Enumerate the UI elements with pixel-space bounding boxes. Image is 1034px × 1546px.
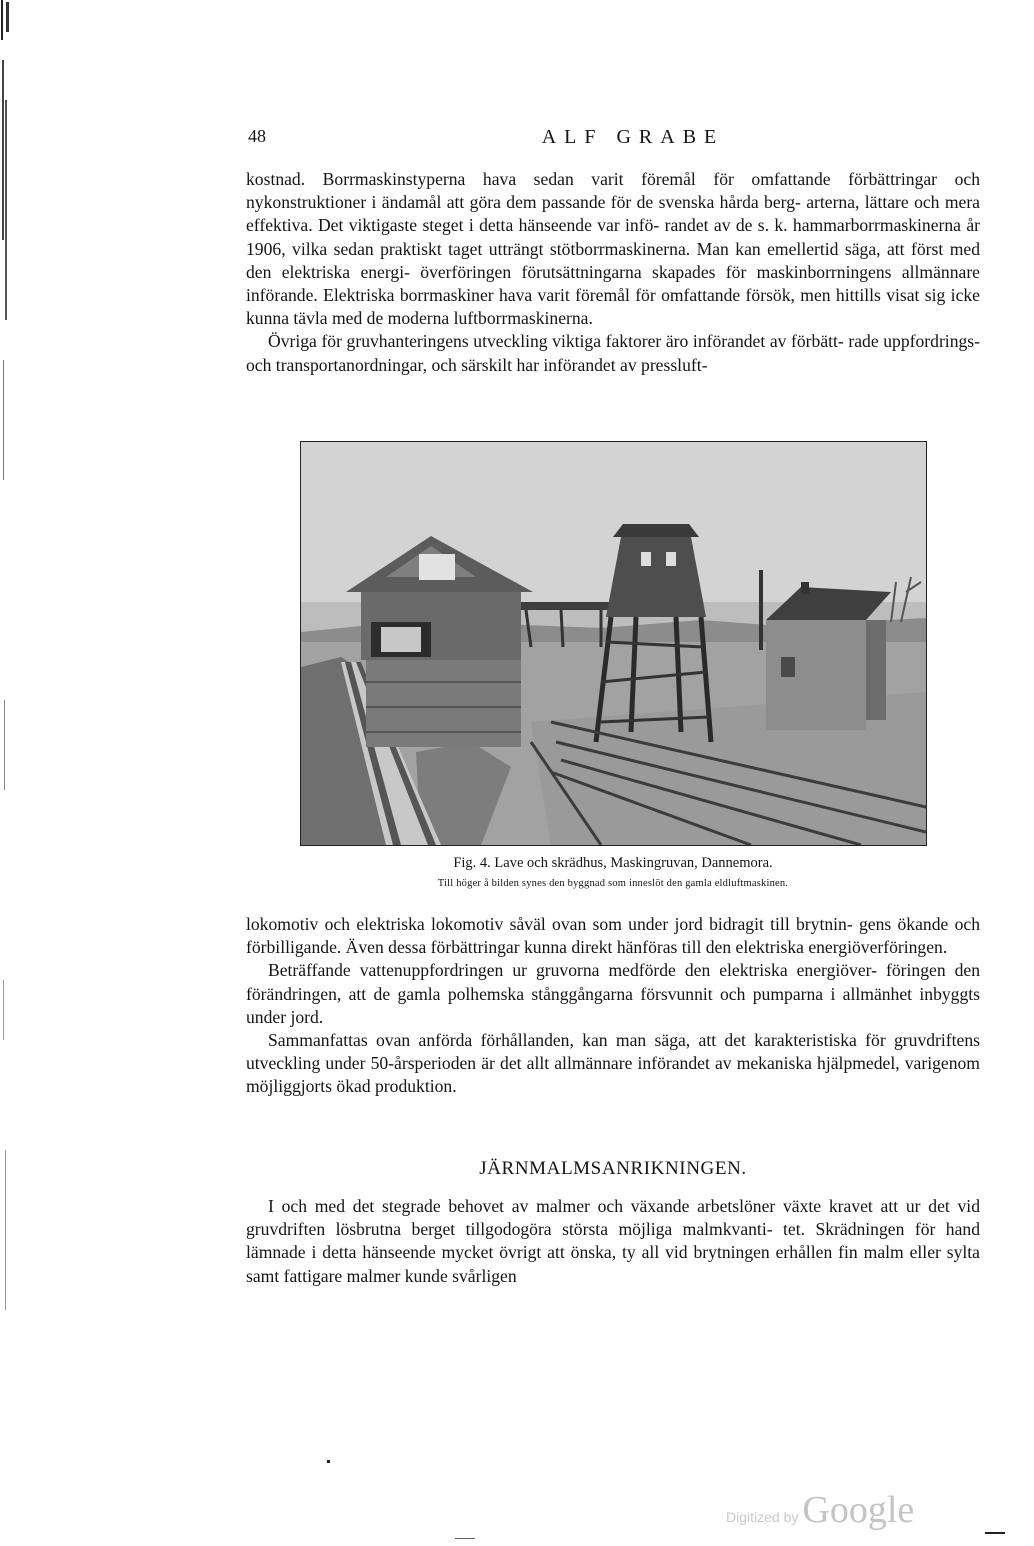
paragraph: Övriga för gruvhanteringens utveckling viktiga faktorer äro införandet av förbätt- rade uppfordrings- och transportanordningar, och särskilt har införandet av pressluft- <box>246 331 980 375</box>
paragraph: I och med det stegrade behovet av malmer och växande arbetslöner växte kravet att ur det vid gruvdriften lösbrutna berget tillgodogöra största möjliga malmkvanti- tet. Skrädningen för hand lämnade i detta hänseende mycket övrigt att önska, ty all vid brytningen erhållen fin malm eller sylta samt fattigare malmer kunde svårligen <box>246 1196 980 1286</box>
watermark-prefix: Digitized by <box>726 1509 799 1525</box>
scan-line <box>455 1538 475 1539</box>
page-number: 48 <box>248 126 266 146</box>
google-logo: Google <box>802 1489 915 1531</box>
paragraph: lokomotiv och elektriska lokomotiv såväl ovan som under jord bidragit till brytnin- gens ökande och förbilligande. Även dessa förbättringar kunna direkt hänföras till den elektriska energiöverföringen. <box>246 914 980 958</box>
digitized-watermark <box>726 1488 914 1532</box>
body-text-top <box>246 168 980 377</box>
photograph-mine-headframe <box>300 441 927 846</box>
paragraph: Beträffande vattenuppfordringen ur gruvorna medförde den elektriska energiöver- föringen den förändringen, att de gamla polhemska stånggångarna försvunnit och pumparna i allmänhet inbyggts under jord. <box>246 960 980 1027</box>
paragraph: Sammanfattas ovan anförda förhållanden, kan man säga, att det karakteristiska för gruvdriftens utveckling under 50-årsperioden är det allt allmännare införandet av mekaniska hjälpmedel, varigenom möjliggjorts ökad produktion. <box>246 1030 980 1097</box>
body-text-middle <box>246 913 980 1099</box>
figure-caption: Fig. 4. Lave och skrädhus, Maskingruvan, Dannemora. <box>453 855 773 871</box>
running-title: ALF GRABE <box>541 126 725 148</box>
scan-edge-marks <box>0 0 14 1546</box>
figure-caption-note: Till höger å bilden synes den byggnad som inneslöt den gamla eldluftmaskinen. <box>437 878 789 889</box>
scan-speck <box>327 1460 330 1463</box>
section-heading: JÄRNMALMSANRIKNINGEN. <box>479 1158 747 1179</box>
scan-line <box>985 1532 1005 1534</box>
body-text-bottom <box>246 1195 980 1288</box>
page-header <box>246 126 980 156</box>
paragraph: kostnad. Borrmaskinstyperna hava sedan varit föremål för omfattande förbättringar och nykonstruktioner i ändamål att göra dem passande för de svenska hårda berg- arterna, lättare och mera effektiva. Det viktigaste steget i detta hänseende var infö- randet av de s. k. hammarborrmaskinerna år 1906, vilka sedan praktiskt taget utträngt stötborrmaskinerna. Man kan emellertid säga, att först med den elektriska energi- överföringen förutsättningarna skapades för maskinborrningens allmännare införande. Elektriska borrmaskiner hava varit föremål för omfattande försök, men hittills visat sig icke kunna tävla med de moderna luftborrmaskinerna. <box>246 169 980 329</box>
